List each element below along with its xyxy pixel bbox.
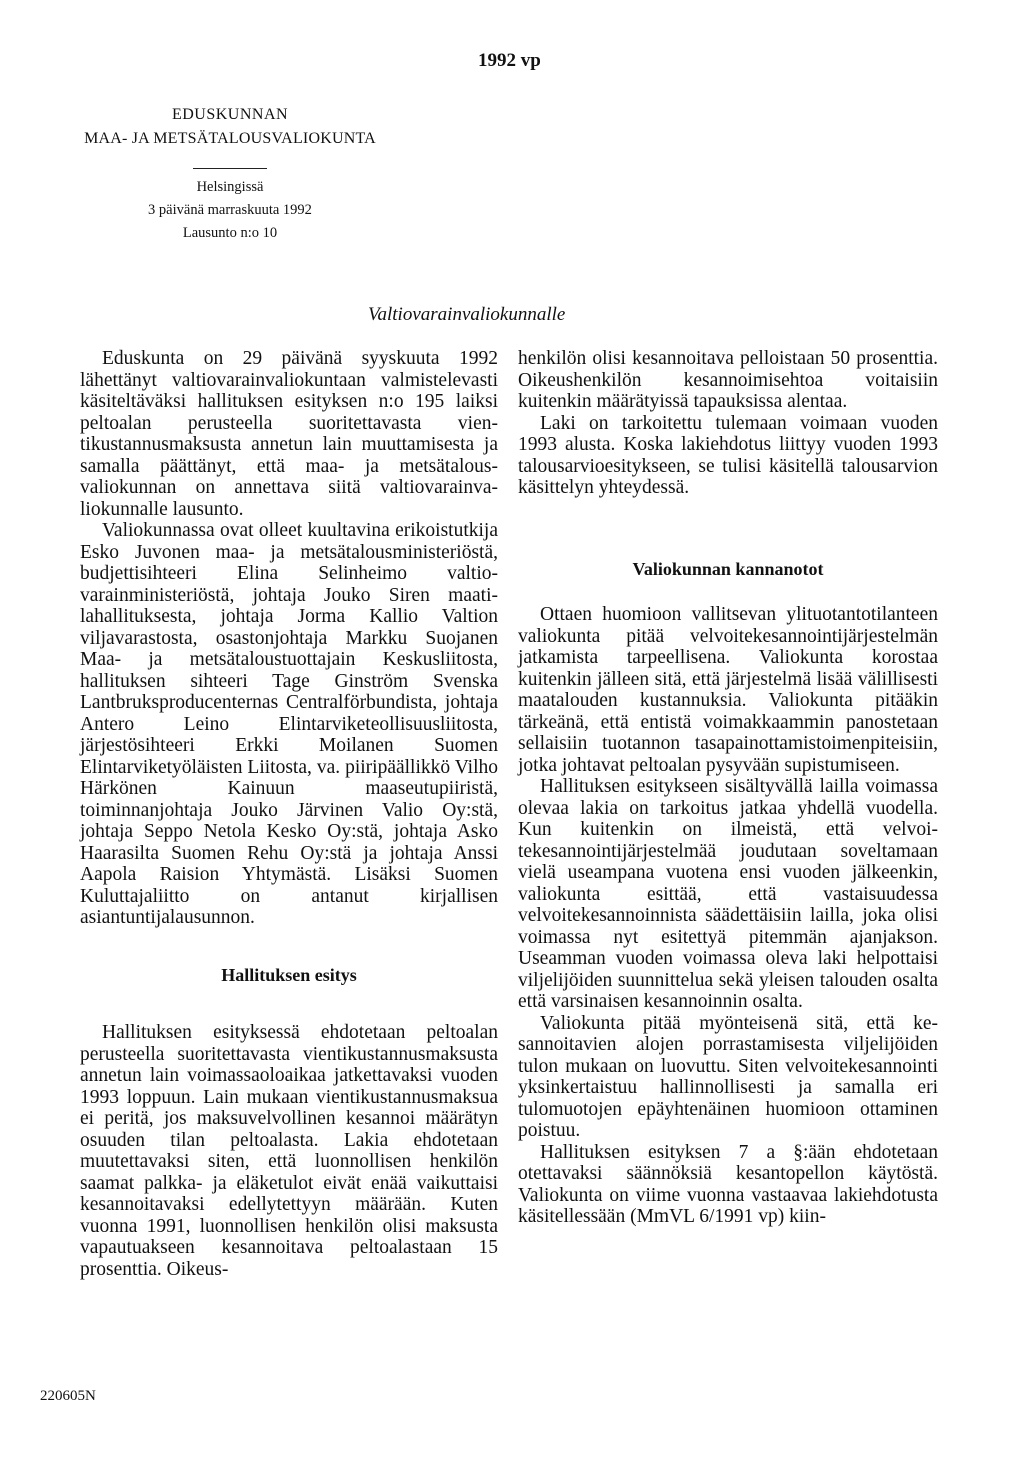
paragraph: Eduskunta on 29 päivänä syyskuuta 1992 lähettänyt valtiovarainvaliokuntaan valmistelevasti käsiteltäväksi hallituksen esityksen n:o 195 laiksi peltoalan perusteella suoritettavasta vientikustannusmaksusta annetun lain muuttamisesta ja samalla päättänyt, että maa- ja metsätalousvaliokunnan on annettava siitä valtiovarainvaliokunnalle lausunto. [80, 348, 498, 520]
footer-code: 220605N [40, 1388, 96, 1404]
paragraph: henkilön olisi kesannoitava pelloistaan 50 prosenttia. Oikeushenkilön kesannoimisehtoa voitaisiin kuitenkin määrätyissä tapauksissa alentaa. [518, 348, 938, 412]
date: 3 päivänä marraskuuta 1992 [148, 202, 312, 218]
paragraph: Hallituksen esityksen 7 a §:ään ehdotetaan otettavaksi säännöksiä kesantopellon käytöstä. Valiokunta on viime vuonna vastaavaa lakiehdotusta käsitellessään (MmVL 6/1991 vp) kiin- [518, 1141, 938, 1227]
paragraph: Laki on tarkoitettu tulemaan voimaan vuoden 1993 alusta. Koska lakiehdotus liittyy vuoden 1993 talousarvioesitykseen, se tulisi käsitellä talousarvion käsittelyn yhteydessä. [518, 412, 938, 498]
paragraph: Hallituksen esityksessä ehdotetaan peltoalan perusteella suoritettavasta vientikustannusmaksusta annetun lain voimassaoloaikaa jatkettavaksi vuoden 1993 loppuun. Lain mukaan vientikustannusmaksua ei peritä, jos maksuvelvollinen kesannoi määrätyn osuuden tilan peltoalasta. Lakia ehdotetaan muutettavaksi siten, että luonnollisen henkilön saamat palkka- ja eläketulot eivät enää vaikuttaisi kesannoitavaksi edellytettyyn määrään. Kuten vuonna 1991, luonnollisen henkilön olisi maksusta vapautuakseen kesannoitava peltoalastaan 15 prosenttia. Oikeus- [80, 1022, 498, 1280]
left-column [80, 348, 498, 1280]
addressee: Valtiovarainvaliokunnalle [368, 304, 566, 325]
paragraph: Valiokunta pitää myönteisenä sitä, että kesannoitavien alojen porrastamisesta viljelijöiden tulon mukaan on luovuttu. Siten velvoitekesannointi yksinkertaistuu hallinnollisesti ja samalla eri tulomuotojen epäyhtenäinen huomioon ottaminen poistuu. [518, 1012, 938, 1141]
header-divider [193, 168, 267, 169]
document-meta [70, 176, 390, 245]
paragraph: Valiokunnassa ovat olleet kuultavina erikoistutkija Esko Juvonen maa- ja metsätalousministeriöstä, budjettisihteeri Elina Selinheimo valtiovarainministeriöstä, johtaja Jouko Siren maatilahallituksesta, johtaja Jorma Kallio Valtion viljavarastosta, osastonjohtaja Markku Suojanen Maa- ja metsätaloustuottajain Keskusliitosta, hallituksen sihteeri Tage Ginström Svenska Lantbruksproducenternas Centralförbundista, johtaja Antero Leino Elintarviketeollisuusliitosta, järjestösihteeri Erkki Moilanen Suomen Elintarviketyöläisten Liitosta, va. piiripäällikkö Vilho Härkönen Kainuun maaseutupiiristä, toiminnanjohtaja Jouko Järvinen Valio Oy:stä, johtaja Seppo Netola Kesko Oy:stä, johtaja Asko Haarasilta Suomen Rehu Oy:stä ja johtaja Anssi Aapola Raision Yhtymästä. Lisäksi Suomen Kuluttajaliitto on antanut kirjallisen asiantuntijalausunnon. [80, 520, 498, 928]
organization-line-2: MAA- JA METSÄTALOUSVALIOKUNTA [84, 130, 376, 147]
right-column [518, 348, 938, 1228]
place: Helsingissä [196, 179, 264, 195]
page-number: 1992 vp [478, 50, 541, 71]
paragraph: Hallituksen esitykseen sisältyvällä lailla voimassa olevaa lakia on tarkoitus jatkaa yhdellä vuodella. Kun kuitenkin on ilmeistä, että velvoitekesannointijärjestelmää joudutaan soveltamaan vielä useampana vuotena ensi vuoden jälkeenkin, valiokunta esittää, että vastaisuudessa velvoitekesannoinnista säädettäisiin lailla, joka olisi voimassa nyt esitettyä pitemmän ajanjakson. Useamman vuoden voimassa oleva laki helpottaisi viljelijöiden suunnittelua sekä yleisen talouden osalta että varsinaisen kesannoinnin osalta. [518, 776, 938, 1012]
document-header [40, 106, 420, 169]
statement-number: Lausunto n:o 10 [182, 225, 278, 241]
section-heading-committee-positions: Valiokunnan kannanotot [632, 558, 824, 579]
paragraph: Ottaen huomioon vallitsevan ylituotantotilanteen valiokunta pitää velvoitekesannointijärjestelmän jatkamista tarpeellisena. Valiokunta korostaa kuitenkin jälleen sitä, että järjestelmä lisää välillisesti maatalouden kustannuksia. Valiokunta pitääkin tärkeänä, että entistä voimakkaammin panostetaan sellaisiin tuotannon tasapainottamistoimenpiteisiin, jotka johtavat peltoalan pysyvään supistumiseen. [518, 604, 938, 776]
section-heading-government-proposal: Hallituksen esitys [221, 964, 357, 985]
organization-line-1: EDUSKUNNAN [171, 106, 289, 123]
